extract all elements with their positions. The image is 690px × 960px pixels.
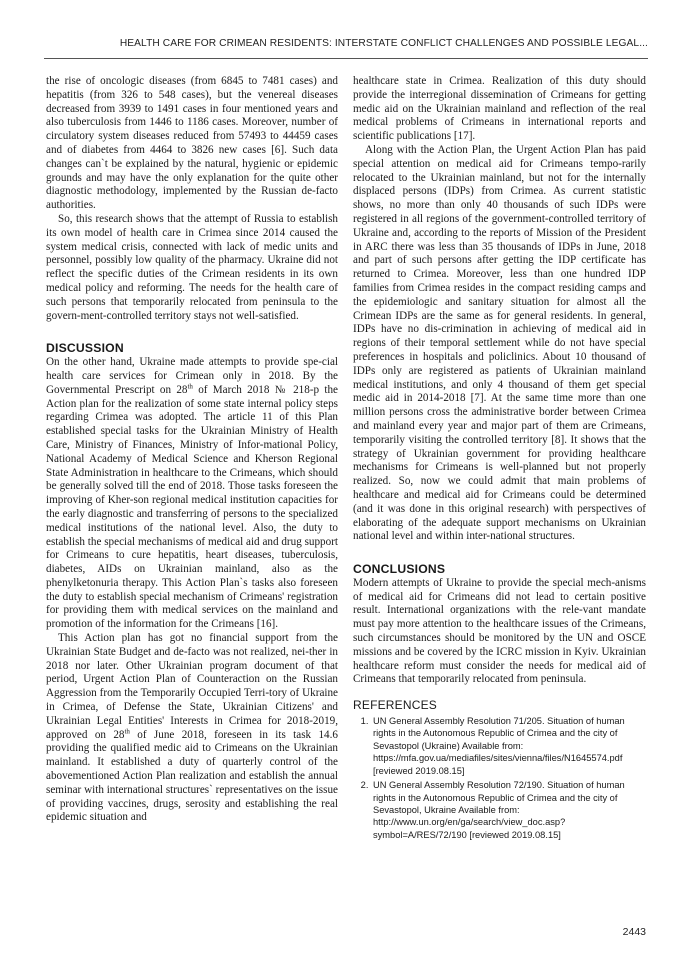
conclusions-heading: CONCLUSIONS	[353, 562, 446, 577]
paragraph: Along with the Action Plan, the Urgent Action Plan has paid special attention on medical aid for Crimeans tempo-rarily relocated to the Ukrainian mainland, but not for the internally displaced persons (IDPs) from Crimea. As current statistic shows, no more than only 40 thousands of such IDPs were registered in all regions of the government-controlled territory of Ukraine and, according to the reports of Mission of the President in ARC there was less than 35 thousands of IDPs in June, 2018 and part of such persons after getting the IDP certificate has returned to Crimea. Moreover, less than one hundred IDP families from Crimea resides in the compact residing camps and the epidemiologic and sanitary situation for almost all the Crimean IDPs are the same as for general residents. In general, IDPs have no dis-crimination in achieving of medical aid in regions of their temporal settlement while do not have special preferences in hospitals and policlinics. About 10 thousand of IDPs only are registered as patients of Ukrainian mainland medical institutions, and only 4 thousand of them get special medic aid in 2014-2018 [7]. At the same time more than one million persons cross the administrative border between Crimea and mainland every year and major part of them are Crimeans, temporarily visiting the controlled territory [8]. It shows that the strategy of Ukrainian government for providing healthcare mechanisms for Crimeans is well-planned but not properly realized. So, now we could admit that main problems of healthcare and medical aid for Crimeans could be determined (and it was done in this original research) with perspectives of elaborating of the adequate support mechanisms on Ukrainian national level and within inter-national structures.	[353, 143, 646, 543]
reference-item: 2. UN General Assembly Resolution 72/190. Situation of human rights in the Autonomous Republic of Crimea and the city of Sevastopol, Ukraine Available from: http://www.un.org/en/ga/search/view_doc.asp?symbol=A/RES/72/190 [reviewed 2019.08.15]	[371, 779, 646, 841]
text-run: of June 2018, foreseen in its task 14.6 providing the qualified medic aid to Crimeans on the Ukrainian mainland. It established a duty of quarterly control of the abovementioned Action Plan realization and establish the annual seminar with international structures` representatives on the issue of providing vaccines, drugs, serosity and establishing the real epidemic situation and	[46, 728, 338, 824]
paragraph: the rise of oncologic diseases (from 6845 to 7481 cases) and hepatitis (from 326 to 548 cases), but the venereal diseases decreased from 3939 to 1491 cases in four mentioned years and also tuberculosis from 1446 to 1186 cases. Moreover, number of circulatory system diseases reduced from 57493 to 44459 cases and of diabetes from 4464 to 3826 new cases [6]. Such data changes can`t be explained by the natural, hygienic or epidemic grounds and may have the only explanation for the quite other diagnostic methodology, implemented by the Russian de-facto authorities.	[46, 75, 338, 212]
left-column	[46, 75, 338, 825]
reference-item: 1. UN General Assembly Resolution 71/205. Situation of human rights in the Autonomous Republic of Crimea and the city of Sevastopol (Ukraine) Available from: https://mfa.gov.ua/mediafiles/sites/vienna/files/N1645574.pdf [reviewed 2019.08.15]	[371, 715, 646, 777]
text-run: On the other hand, Ukraine made attempts to provide spe-cial health care services for Crimean only in 2018. By the Governmental Prescript on 28	[46, 356, 338, 396]
paragraph: So, this research shows that the attempt of Russia to establish its own model of health care in Crimea since 2014 caused the system medical crisis, connected with lack of medic units and personnel, possibly low quality of the pharmacy. Ukraine did not reflect the specific duties of the Crimean residents in its own medical policy and reforming. The needs for the health care of such persons that temporarily relocated from peninsula to the govern-ment-controlled territory stays not well-satisfied.	[46, 212, 338, 322]
running-header	[44, 38, 648, 59]
superscript: th	[187, 382, 193, 391]
text-run: of March 2018 № 218-p the Action plan for the realization of some state internal policy steps regarding Crimea was adopted. The article 11 of this Plan established special tasks for the Ukrainian Ministry of Health Care, Ministry of Finances, Ministry of Infor-mational Policy, National Academy of Medical Science and Kherson Regional State Administration in healthcare to the Crimeans, which should be generally solved till the end of 2018. Those tasks foreseen the improving of Kher-son regional medical institution capacities for the early diagnostic and transferring of persons to the specialized medical institutions of the national level. Also, the duty to establish the special mechanisms of medical aid and drug support for Crimeans to cure hepatitis, heart diseases, tuberculosis, diabetes, AIDs on Ukrainian mainland, also as the phenylketonuria therapy. This Action Plan`s tasks also foreseen the duty to establish special mechanism of Crimeans' registration for providing them with medical services on the mainland and promotion of the information for the Crimeans [16].	[46, 383, 338, 631]
paragraph: healthcare state in Crimea. Realization of this duty should provide the interregional dissemination of Crimeans for getting medic aid on the Ukrainian mainland and reflection of the real medical problems of Crimeans in international reports and scientific publications [17].	[353, 75, 646, 143]
running-header-title: HEALTH CARE FOR CRIMEAN RESIDENTS: INTERSTATE CONFLICT CHALLENGES AND POSSIBLE LEGAL...	[119, 38, 648, 49]
superscript: th	[124, 726, 130, 735]
paragraph	[46, 632, 338, 825]
right-column	[353, 75, 646, 843]
paragraph	[46, 356, 338, 632]
text-run: This Action plan has got no financial support from the Ukrainian State Budget and de-facto was not realized, nei-ther in 2018 nor later. Other Ukrainian program document of that period, Urgent Action Plan of Counteraction on the Russian Aggression from the Temporarily Occupied Terri-tory of Ukraine in Crimea, of Defense the State, Ukrainian Citizens' and Ukrainian Legal Entities' Interests in Crimea for 2018-2019, approved on 28	[46, 632, 338, 741]
discussion-heading: DISCUSSION	[46, 341, 124, 356]
references-heading: REFERENCES	[353, 698, 438, 713]
paragraph: Modern attempts of Ukraine to provide the special mech-anisms of medical aid for Crimeans did not lead to certain positive result. International organizations with the rele-vant mandate must pay more attention to the healthcare issues of the Crimeans, such circumstances should be monitored by the UN and OSCE missions and be covered by the ICRC mission in Kyiv. Ukrainian healthcare reform must consider the needs for medical aid of Crimeans that temporarily relocated from peninsula.	[353, 576, 646, 686]
page-number: 2443	[622, 926, 646, 938]
reference-list	[353, 715, 646, 841]
